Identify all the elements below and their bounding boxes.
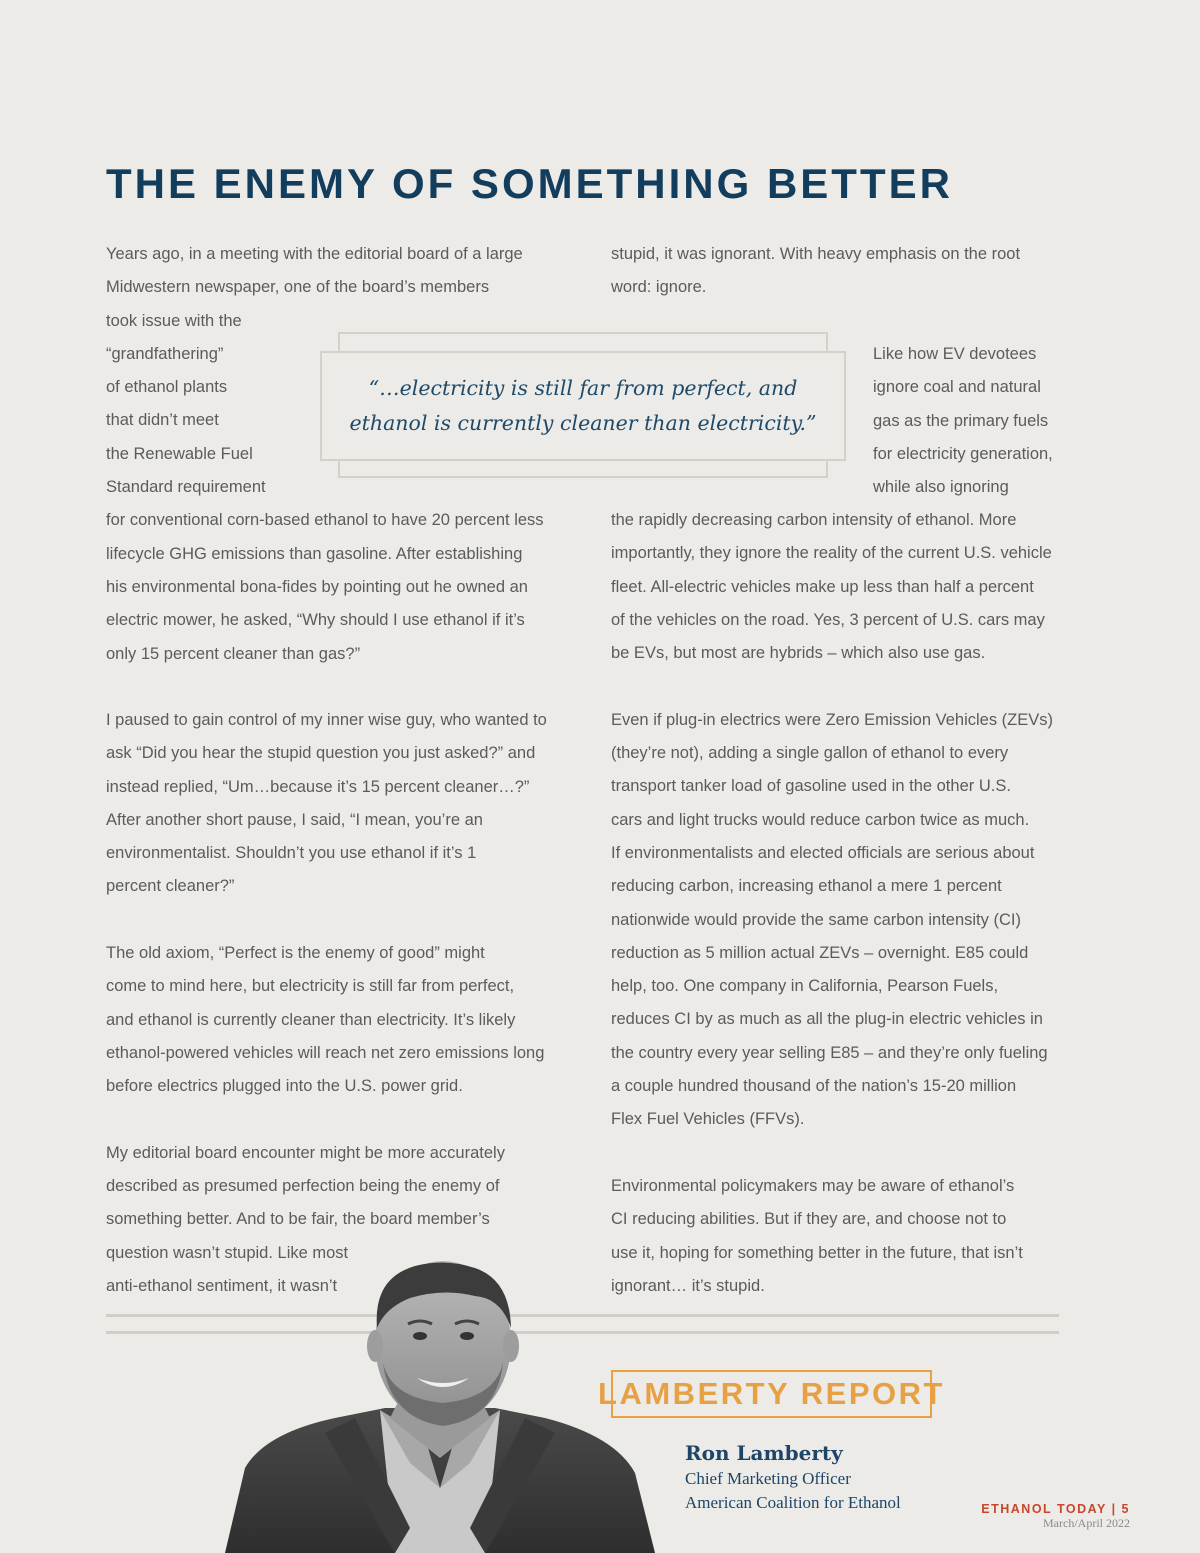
text-line: CI reducing abilities. But if they are, and choose not to bbox=[611, 1210, 1007, 1229]
text-line: fleet. All-electric vehicles make up less than half a percent bbox=[611, 577, 1034, 596]
text-line: percent cleaner?” bbox=[106, 877, 235, 896]
text-line: instead replied, “Um…because it’s 15 percent cleaner…?” bbox=[106, 777, 530, 796]
text-line: of the vehicles on the road. Yes, 3 percent of U.S. cars may bbox=[611, 610, 1045, 629]
right-column-intro bbox=[611, 238, 1020, 305]
text-line: the country every year selling E85 – and they’re only fueling bbox=[611, 1043, 1048, 1062]
article-title: THE ENEMY OF SOMETHING BETTER bbox=[106, 160, 953, 207]
paragraph bbox=[611, 504, 1053, 670]
text-line: cars and light trucks would reduce carbon twice as much. bbox=[611, 810, 1030, 829]
text-line: word: ignore. bbox=[611, 278, 707, 297]
page-folio bbox=[981, 1502, 1130, 1531]
text-line: be EVs, but most are hybrids – which also use gas. bbox=[611, 644, 986, 663]
text-line: question wasn’t stupid. Like most bbox=[106, 1243, 349, 1262]
text-line: lifecycle GHG emissions than gasoline. After establishing bbox=[106, 544, 523, 563]
text-line: and ethanol is currently cleaner than electricity. It’s likely bbox=[106, 1010, 516, 1029]
left-column-body bbox=[106, 704, 547, 1337]
paragraph bbox=[106, 937, 547, 1103]
text-line: importantly, they ignore the reality of the current U.S. vehicle bbox=[611, 544, 1052, 563]
text-line: stupid, it was ignorant. With heavy emphasis on the root bbox=[611, 245, 1021, 263]
text-line: ask “Did you hear the stupid question you just asked?” and bbox=[106, 744, 536, 763]
text-line: described as presumed perfection being the enemy of bbox=[106, 1177, 500, 1196]
text-line: I paused to gain control of my inner wise guy, who wanted to bbox=[106, 711, 547, 729]
text-line: that didn’t meet bbox=[106, 411, 219, 430]
text-line: After another short pause, I said, “I mean, you’re an bbox=[106, 810, 483, 829]
text-line: a couple hundred thousand of the nation’s 15-20 million bbox=[611, 1077, 1017, 1096]
text-line: come to mind here, but electricity is still far from perfect, bbox=[106, 977, 515, 996]
text-line: transport tanker load of gasoline used in the other U.S. bbox=[611, 777, 1011, 796]
text-line: Like how EV devotees bbox=[873, 345, 1037, 363]
text-line: My editorial board encounter might be more accurately bbox=[106, 1143, 505, 1162]
text-line: before electrics plugged into the U.S. power grid. bbox=[106, 1077, 463, 1096]
paragraph bbox=[106, 704, 547, 904]
text-line: gas as the primary fuels bbox=[873, 411, 1049, 430]
text-line: environmentalist. Shouldn’t you use ethanol if it’s 1 bbox=[106, 844, 477, 863]
text-line: anti-ethanol sentiment, it wasn’t bbox=[106, 1277, 338, 1296]
issue-date: March/April 2022 bbox=[1043, 1516, 1130, 1530]
text-line: ignorant… it’s stupid. bbox=[611, 1276, 765, 1295]
text-line: reducing carbon, increasing ethanol a mere 1 percent bbox=[611, 877, 1002, 896]
text-line: of ethanol plants bbox=[106, 378, 228, 397]
text-line: the rapidly decreasing carbon intensity of ethanol. More bbox=[611, 511, 1017, 529]
text-line: ignore coal and natural bbox=[873, 378, 1041, 397]
author-title: Chief Marketing Officer bbox=[685, 1469, 851, 1488]
text-line: Flex Fuel Vehicles (FFVs). bbox=[611, 1110, 805, 1129]
text-line: Even if plug-in electrics were Zero Emission Vehicles (ZEVs) bbox=[611, 710, 1053, 729]
author-name: Ron Lamberty bbox=[685, 1441, 843, 1465]
text-line: (they’re not), adding a single gallon of ethanol to every bbox=[611, 744, 1009, 763]
text-line: The old axiom, “Perfect is the enemy of good” might bbox=[106, 944, 485, 963]
text-line: only 15 percent cleaner than gas?” bbox=[106, 644, 361, 663]
column-badge: LAMBERTY REPORT bbox=[611, 1370, 932, 1418]
text-line: his environmental bona-fides by pointing out he owned an bbox=[106, 577, 528, 596]
text-line: Years ago, in a meeting with the editorial board of a large bbox=[106, 245, 523, 263]
magazine-page-number: ETHANOL TODAY | 5 bbox=[981, 1502, 1130, 1516]
paragraph bbox=[611, 1170, 1053, 1303]
paragraph bbox=[611, 704, 1053, 1137]
text-line: something better. And to be fair, the board member’s bbox=[106, 1210, 490, 1229]
text-line: took issue with the bbox=[106, 311, 242, 330]
text-line: while also ignoring bbox=[873, 478, 1009, 497]
text-line: ethanol-powered vehicles will reach net zero emissions long bbox=[106, 1043, 545, 1062]
text-line: for electricity generation, bbox=[873, 444, 1053, 463]
pull-quote bbox=[320, 351, 846, 461]
pull-quote-line: ethanol is currently cleaner than electricity.” bbox=[349, 411, 817, 435]
text-line: nationwide would provide the same carbon intensity (CI) bbox=[611, 910, 1021, 929]
text-line: If environmentalists and elected officials are serious about bbox=[611, 843, 1035, 862]
text-line: reduction as 5 million actual ZEVs – overnight. E85 could bbox=[611, 943, 1029, 962]
author-organization: American Coalition for Ethanol bbox=[685, 1493, 901, 1512]
right-column-wrap bbox=[873, 338, 1053, 504]
right-column-body bbox=[611, 504, 1053, 1336]
text-line: Environmental policymakers may be aware of ethanol’s bbox=[611, 1176, 1015, 1195]
text-line: electric mower, he asked, “Why should I use ethanol if it’s bbox=[106, 611, 525, 630]
text-line: help, too. One company in California, Pearson Fuels, bbox=[611, 977, 999, 996]
text-line: Midwestern newspaper, one of the board’s members bbox=[106, 278, 490, 297]
text-line: Standard requirement bbox=[106, 478, 266, 497]
text-line: use it, hoping for something better in the future, that isn’t bbox=[611, 1243, 1023, 1262]
text-line: reduces CI by as much as all the plug-in electric vehicles in bbox=[611, 1010, 1043, 1029]
text-line: “grandfathering” bbox=[106, 344, 224, 363]
text-line: the Renewable Fuel bbox=[106, 444, 253, 463]
text-line: for conventional corn-based ethanol to have 20 percent less bbox=[106, 511, 544, 530]
pull-quote-line: “…electricity is still far from perfect, and bbox=[368, 376, 798, 400]
